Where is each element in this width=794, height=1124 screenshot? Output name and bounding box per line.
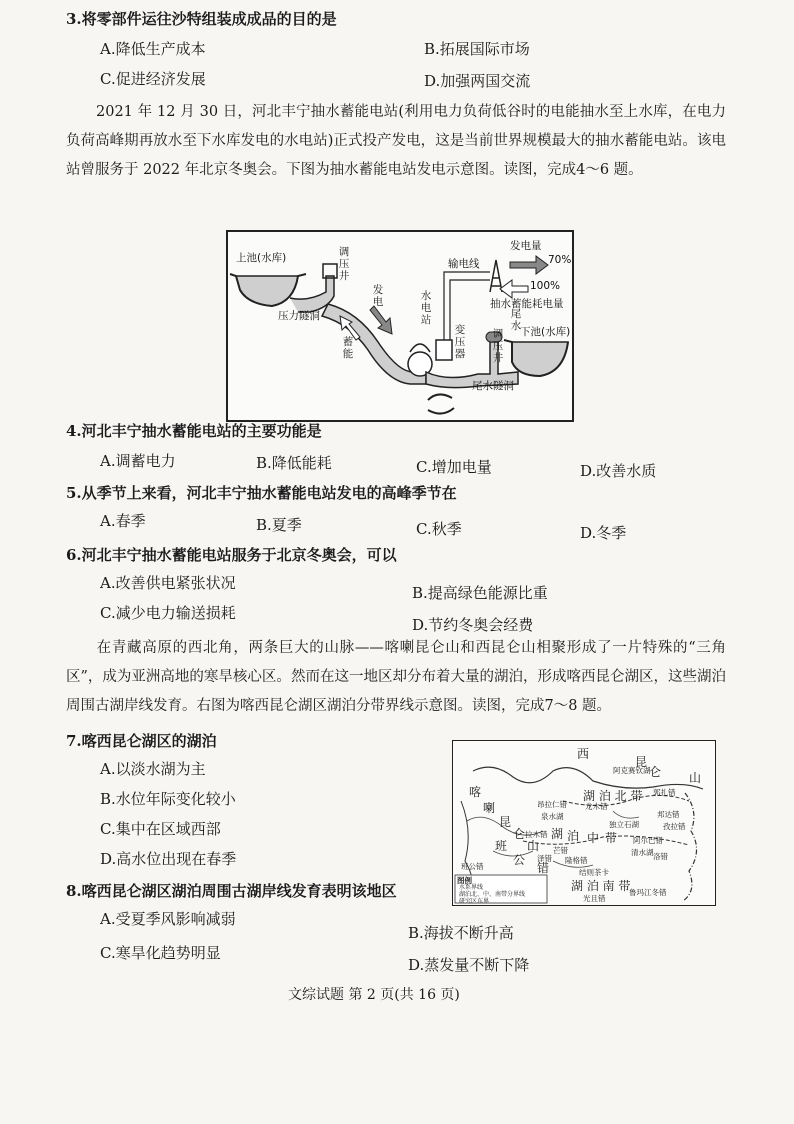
map-label-shan: 山 xyxy=(689,771,702,785)
lake-label: 阿克赛钦湖 xyxy=(613,766,651,775)
lake-label: 独立石湖 xyxy=(609,820,639,829)
upper-surge-tank-label: 调压井 xyxy=(338,246,350,282)
pump-flow-arrow xyxy=(428,394,454,413)
store-label: 蓄能 xyxy=(342,336,354,360)
q7-option-a[interactable]: A.以淡水湖为主 xyxy=(100,760,206,778)
lake-label: 芒错 xyxy=(553,846,568,855)
upper-pool-label: 上池(水库) xyxy=(236,252,287,264)
q3-option-a[interactable]: A.降低生产成本 xyxy=(100,40,206,58)
q8-option-c[interactable]: C.寒旱化趋势明显 xyxy=(100,944,221,962)
lake-label: 光且错 xyxy=(583,894,606,903)
lake-label: 隆格错 xyxy=(565,856,588,865)
q6-option-d[interactable]: D.节约冬奥会经费 xyxy=(412,616,534,634)
map-label-xi: 西 xyxy=(577,747,590,761)
q8-option-a[interactable]: A.受夏季风影响减弱 xyxy=(100,910,236,928)
q5-option-d[interactable]: D.冬季 xyxy=(580,524,627,542)
map-label-cuo: 错 xyxy=(537,861,550,875)
q6-option-b[interactable]: B.提高绿色能源比重 xyxy=(412,584,548,602)
q7-stem: 7.喀西昆仑湖区的湖泊 xyxy=(66,732,217,750)
q8-option-d[interactable]: D.蒸发量不断下降 xyxy=(408,956,530,974)
passage-pumped-storage xyxy=(66,98,726,185)
q8-option-b[interactable]: B.海拔不断升高 xyxy=(408,924,514,942)
legend-item: 水系界线 xyxy=(459,884,484,891)
passage-karakoram-lakes-text: 在青藏高原的西北角，两条巨大的山脉——喀喇昆仑山和西昆仑山相聚形成了一片特殊的“三角区”，成为亚洲高地的寒旱核心区。然而在这一地区却分布着大量的湖泊，形成喀西昆仑湖区，这些湖泊周围古湖岸线发育。右图为喀西昆仑湖区湖泊分带界线示意图。读图，完成7～8 题。 xyxy=(66,640,726,714)
lake-label: 孜拉错 xyxy=(663,822,686,831)
map-mid-dai: 带 xyxy=(605,831,618,845)
pumped-storage-diagram xyxy=(226,230,574,422)
station-dome xyxy=(410,344,430,352)
q4-option-c[interactable]: C.增加电量 xyxy=(416,458,492,476)
tailwater-label: 尾水 xyxy=(510,308,522,332)
lake-zone-map xyxy=(452,740,716,906)
q5-option-c[interactable]: C.秋季 xyxy=(416,520,462,538)
q3-option-d[interactable]: D.加强两国交流 xyxy=(424,72,531,90)
lake-label: 清水湖 xyxy=(631,848,654,857)
legend-title: 图例 xyxy=(457,876,472,885)
pressure-tunnel-label: 压力隧洞 xyxy=(278,310,320,322)
study-area-east-boundary xyxy=(683,793,697,901)
lake-label: 邦达错 xyxy=(657,810,680,819)
generation-amount-label: 发电量 xyxy=(510,240,542,252)
transmission-line xyxy=(444,272,490,340)
q3-option-b[interactable]: B.拓展国际市场 xyxy=(424,40,530,58)
legend-item: 湖泊北、中、南带分界线 xyxy=(459,891,526,898)
lake-label: 洛错 xyxy=(653,852,668,861)
q4-option-a[interactable]: A.调蓄电力 xyxy=(100,452,176,470)
passage-pumped-storage-text: 2021 年 12 月 30 日，河北丰宁抽水蓄能电站(利用电力负荷低谷时的电能抽水至上水库，在电力负荷高峰期再放水至下水库发电的水电站)正式投产发电，这是当前世界规模最大的抽水蓄能电站。该电站曾服务于 2022 年北京冬奥会。下图为抽水蓄能电站发电示意图。读图，完成4～6 题。 xyxy=(66,104,726,178)
lower-surge-tank-label: 调压井 xyxy=(492,328,504,364)
transformer-box xyxy=(436,340,452,360)
upper-reservoir-shape xyxy=(236,276,298,306)
q6-option-a[interactable]: A.改善供电紧张状况 xyxy=(100,574,236,592)
q3-option-c[interactable]: C.促进经济发展 xyxy=(100,70,206,88)
q4-option-d[interactable]: D.改善水质 xyxy=(580,462,657,480)
map-label-gong: 公 xyxy=(513,853,526,867)
lake-label: 鲁玛江冬错 xyxy=(629,888,667,897)
lake-label: 昂拉仁错 xyxy=(537,800,567,809)
passage-karakoram-lakes xyxy=(66,634,726,721)
lake-label: 郭扎错 xyxy=(653,788,676,797)
map-mid-hu: 湖 xyxy=(551,827,564,841)
map-label-la: 喇 xyxy=(483,801,496,815)
lake-label: 泉水湖 xyxy=(541,812,564,821)
transmission-tower xyxy=(490,260,502,292)
q7-option-c[interactable]: C.集中在区域西部 xyxy=(100,820,221,838)
lake-label: 拉木错 xyxy=(525,830,548,839)
map-label-kun: 昆 xyxy=(635,755,648,769)
lake-label: 阿尔巴错 xyxy=(633,836,663,845)
tail-tunnel-label: 尾水隧洞 xyxy=(472,380,514,392)
page-footer: 文综试题 第 2 页(共 16 页) xyxy=(288,987,460,1003)
q6-option-c[interactable]: C.减少电力输送损耗 xyxy=(100,604,236,622)
generation-percent: 70% xyxy=(548,254,572,266)
map-label-ban: 班 xyxy=(495,839,508,853)
generate-label: 发电 xyxy=(372,284,384,308)
q5-stem: 5.从季节上来看，河北丰宁抽水蓄能电站发电的高峰季节在 xyxy=(66,484,457,502)
q4-option-b[interactable]: B.降低能耗 xyxy=(256,454,332,472)
q5-option-a[interactable]: A.春季 xyxy=(100,512,146,530)
q7-option-d[interactable]: D.高水位出现在春季 xyxy=(100,850,237,868)
transmission-label: 输电线 xyxy=(448,258,480,270)
q8-stem: 8.喀西昆仑湖区湖泊周围古湖岸线发育表明该地区 xyxy=(66,882,397,900)
generate-flow-arrow xyxy=(370,306,392,334)
map-mid-zhong: 中 xyxy=(587,831,600,845)
map-mid-po: 泊 xyxy=(567,829,580,843)
water-system-boundary xyxy=(473,767,703,789)
lake-label: 结则茶卡 xyxy=(579,868,609,877)
legend-item: 研究区东界 xyxy=(459,898,490,905)
q3-stem: 3.将零部件运往沙特组装成成品的目的是 xyxy=(66,10,337,28)
map-label-lun2: 仑 xyxy=(513,827,526,841)
transformer-label: 变压器 xyxy=(454,324,466,360)
consumption-label: 抽水蓄能耗电量 xyxy=(490,298,564,310)
consumption-percent: 100% xyxy=(530,280,561,292)
map-label-ka: 喀 xyxy=(469,785,482,799)
map-label-shan2: 山 xyxy=(527,839,540,853)
q5-option-b[interactable]: B.夏季 xyxy=(256,516,302,534)
map-north-belt: 湖 泊 北 带 xyxy=(583,789,643,803)
map-label-lun: 仑 xyxy=(649,765,662,779)
map-label-kun2: 昆 xyxy=(499,815,512,829)
lake-label: 泽错 xyxy=(537,854,552,863)
q6-stem: 6.河北丰宁抽水蓄能电站服务于北京冬奥会，可以 xyxy=(66,546,397,564)
q7-option-b[interactable]: B.水位年际变化较小 xyxy=(100,790,236,808)
hydro-station-label: 水电站 xyxy=(420,290,432,326)
gen-arrow xyxy=(510,256,548,274)
map-south-belt: 湖 泊 南 带 xyxy=(571,879,631,893)
lower-pool-label: 下池(水库) xyxy=(520,326,571,338)
lake-label: 班公错 xyxy=(461,862,484,871)
lake-label: 龙木错 xyxy=(585,802,608,811)
q4-stem: 4.河北丰宁抽水蓄能电站的主要功能是 xyxy=(66,422,322,440)
